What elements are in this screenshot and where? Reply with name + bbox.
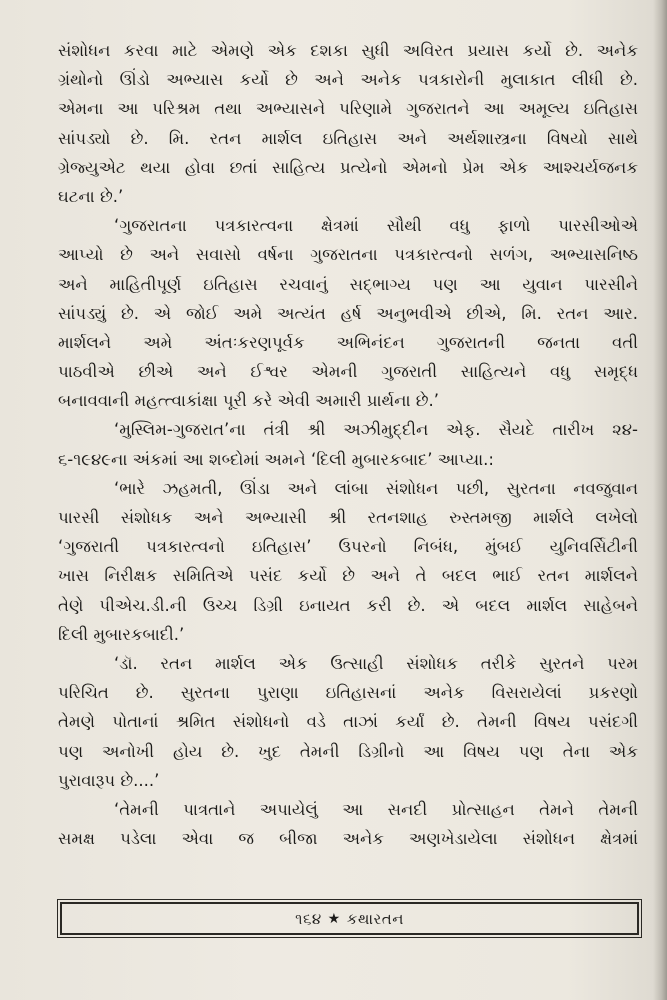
text-line: ઘટના છે.’: [58, 186, 124, 206]
text-line: ‘તેમની પાત્રતાને અપાયેલું આ સનદી પ્રોત્સાહન તેમને તેમની: [114, 799, 638, 819]
page-footer: [60, 902, 639, 935]
paragraph: [58, 211, 638, 415]
text-line: ‘મુસ્લિમ-ગુજરાત’ના તંત્રી શ્રી અઝીમુદ્દીન એફ. સૈયદે તારીખ ૨૪-: [114, 420, 638, 440]
paragraph: [58, 415, 638, 473]
text-line: સંશોધન કરવા માટે એમણે એક દશકા સુધી અવિરત પ્રયાસ કર્યો છે. અનેક: [58, 41, 638, 60]
text-line: માર્શલને અમે અંતઃકરણપૂર્વક અભિનંદન ગુજરાતની જનતા વતી: [58, 332, 638, 352]
text-line: પરિચિત છે. સુરતના પુરાણા ઇતિહાસનાં અનેક વિસરાયેલાં પ્રકરણો: [58, 683, 638, 703]
text-line: ‘ગુજરાતના પત્રકારત્વના ક્ષેત્રમાં સૌથી વધુ ફાળો પારસીઓએ: [114, 216, 638, 236]
page-number: ૧૬૪: [295, 909, 322, 928]
text-line: ૬-૧૯૪૯ના અંકમાં આ શબ્દોમાં અમને ‘દિલી મુબારકબાદ’ આપ્યા.:: [58, 449, 494, 469]
text-line: સાંપડ્યું છે. એ જોઈ અમે અત્યંત હર્ષ અનુભવીએ છીએ, મિ. રતન આર.: [58, 303, 638, 323]
text-line: ‘ભારે ઝહમતી, ઊંડા અને લાંબા સંશોધન પછી, સુરતના નવજુવાન: [114, 478, 638, 498]
page-edge-shadow: [653, 0, 667, 1000]
text-line: અને માહિતીપૂર્ણ ઇતિહાસ રચવાનું સદ્ભાગ્ય પણ આ યુવાન પારસીને: [58, 274, 638, 294]
paragraph: [58, 474, 638, 649]
text-line: ‘ગુજરાતી પત્રકારત્વનો ઇતિહાસ’ ઉપરનો નિબંધ, મુંબઈ યુનિવર્સિટીની: [58, 537, 638, 557]
star-separator-icon: ★: [327, 910, 341, 927]
paragraph: [58, 795, 638, 853]
text-line: પારસી સંશોધક અને અભ્યાસી શ્રી રતનશાહ રુસ્તમજી માર્શલે લખેલો: [58, 508, 638, 527]
book-title: કથારતન: [346, 909, 404, 928]
text-line: પુરાવારૂપ છે....’: [58, 770, 160, 790]
text-line: પાઠવીએ છીએ અને ઈશ્વર એમની ગુજરાતી સાહિત્યને વધુ સમૃદ્ધ: [58, 362, 638, 382]
text-line: બનાવવાની મહત્ત્વાકાંક્ષા પૂરી કરે એવી અમારી પ્રાર્થના છે.’: [58, 391, 439, 411]
text-line: સમક્ષ પડેલા એવા જ બીજા અનેક અણખેડાયેલા સંશોધન ક્ષેત્રમાં: [58, 829, 638, 849]
text-line: તેમણે પોતાનાં શ્રમિત સંશોધનો વડે તાઝાં કર્યાં છે. તેમની વિષય પસંદગી: [58, 712, 638, 732]
text-line: સાંપડ્યો છે. મિ. રતન માર્શલ ઇતિહાસ અને અર્થશાસ્ત્રના વિષયો સાથે: [58, 128, 638, 148]
text-line: એમના આ પરિશ્રમ તથા અભ્યાસને પરિણામે ગુજરાતને આ અમૂલ્ય ઇતિહાસ: [58, 99, 638, 119]
text-line: ગ્રંથોનો ઊંડો અભ્યાસ કર્યો છે અને અનેક પત્રકારોની મુલાકાત લીધી છે.: [58, 70, 638, 90]
text-line: ‘ડૉ. રતન માર્શલ એક ઉત્સાહી સંશોધક તરીકે સુરતને પરમ: [114, 653, 638, 673]
text-line: તેણે પીએચ.ડી.ની ઉચ્ચ ડિગ્રી ઇનાયત કરી છે. એ બદલ માર્શલ સાહેબને: [58, 595, 638, 615]
text-line: ગ્રેજ્યુએટ થયા હોવા છતાં સાહિત્ય પ્રત્યેનો એમનો પ્રેમ એક આશ્ચર્યજનક: [58, 157, 638, 177]
text-line: આપ્યો છે અને સવાસો વર્ષના ગુજરાતના પત્રકારત્વનો સળંગ, અભ્યાસનિષ્ઠ: [58, 245, 638, 265]
paragraph: [58, 649, 638, 795]
text-line: ખાસ નિરીક્ષક સમિતિએ પસંદ કર્યો છે અને તે બદલ ભાઈ રતન માર્શલને: [58, 566, 638, 586]
paragraph: [58, 36, 638, 211]
body-text: [58, 36, 638, 853]
text-line: પણ અનોખી હોય છે. ખુદ તેમની ડિગ્રીનો આ વિષય પણ તેના એક: [58, 741, 638, 761]
text-line: દિલી મુબારકબાદી.’: [58, 624, 185, 644]
